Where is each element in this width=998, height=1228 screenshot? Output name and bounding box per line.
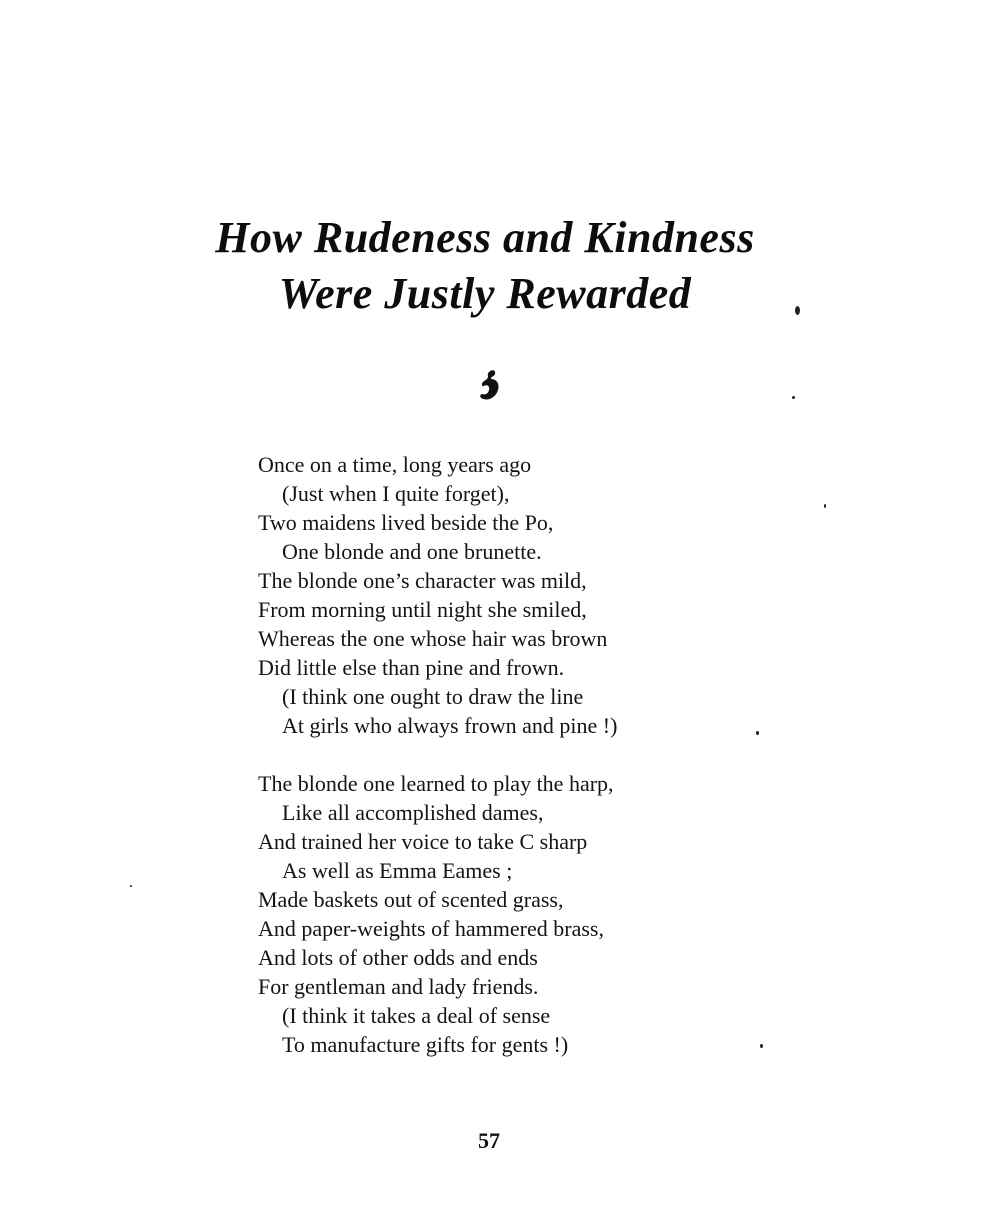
scan-speck [792, 396, 795, 399]
leaf-ornament-icon [476, 368, 502, 404]
poem-line: Made baskets out of scented grass, [258, 887, 564, 912]
scan-speck [760, 1044, 763, 1048]
poem-line: And lots of other odds and ends [258, 945, 538, 970]
poem-line: From morning until night she smiled, [258, 597, 587, 622]
poem-line: To manufacture gifts for gents !) [282, 1032, 569, 1057]
poem-line: Whereas the one whose hair was brown [258, 626, 608, 651]
poem-line: (I think one ought to draw the line [282, 684, 584, 709]
poem-line: Once on a time, long years ago [258, 452, 532, 477]
page-number: 57 [478, 1128, 500, 1153]
poem-line: One blonde and one brunette. [282, 539, 542, 564]
scan-speck [824, 504, 826, 508]
scan-speck [756, 731, 759, 735]
scan-speck [130, 885, 132, 887]
poem-body [258, 450, 738, 1059]
poem-line: (I think it takes a deal of sense [282, 1003, 551, 1028]
poem-title-line-2: Were Justly Rewarded [278, 269, 692, 318]
poem-line: The blonde one’s character was mild, [258, 568, 587, 593]
stanza [258, 769, 738, 1059]
poem-line: At girls who always frown and pine !) [282, 713, 618, 738]
stanza [258, 450, 738, 740]
poem-line: Like all accomplished dames, [282, 800, 544, 825]
poem-line: And trained her voice to take C sharp [258, 829, 588, 854]
poem-line: The blonde one learned to play the harp, [258, 771, 614, 796]
poem-line: And paper-weights of hammered brass, [258, 916, 604, 941]
poem-line: As well as Emma Eames ; [282, 858, 513, 883]
poem-title-line-1: How Rudeness and Kindness [215, 213, 755, 262]
poem-line: (Just when I quite forget), [282, 481, 510, 506]
poem-line: Did little else than pine and frown. [258, 655, 565, 680]
poem-line: For gentleman and lady friends. [258, 974, 539, 999]
scan-speck [795, 306, 800, 315]
poem-line: Two maidens lived beside the Po, [258, 510, 554, 535]
